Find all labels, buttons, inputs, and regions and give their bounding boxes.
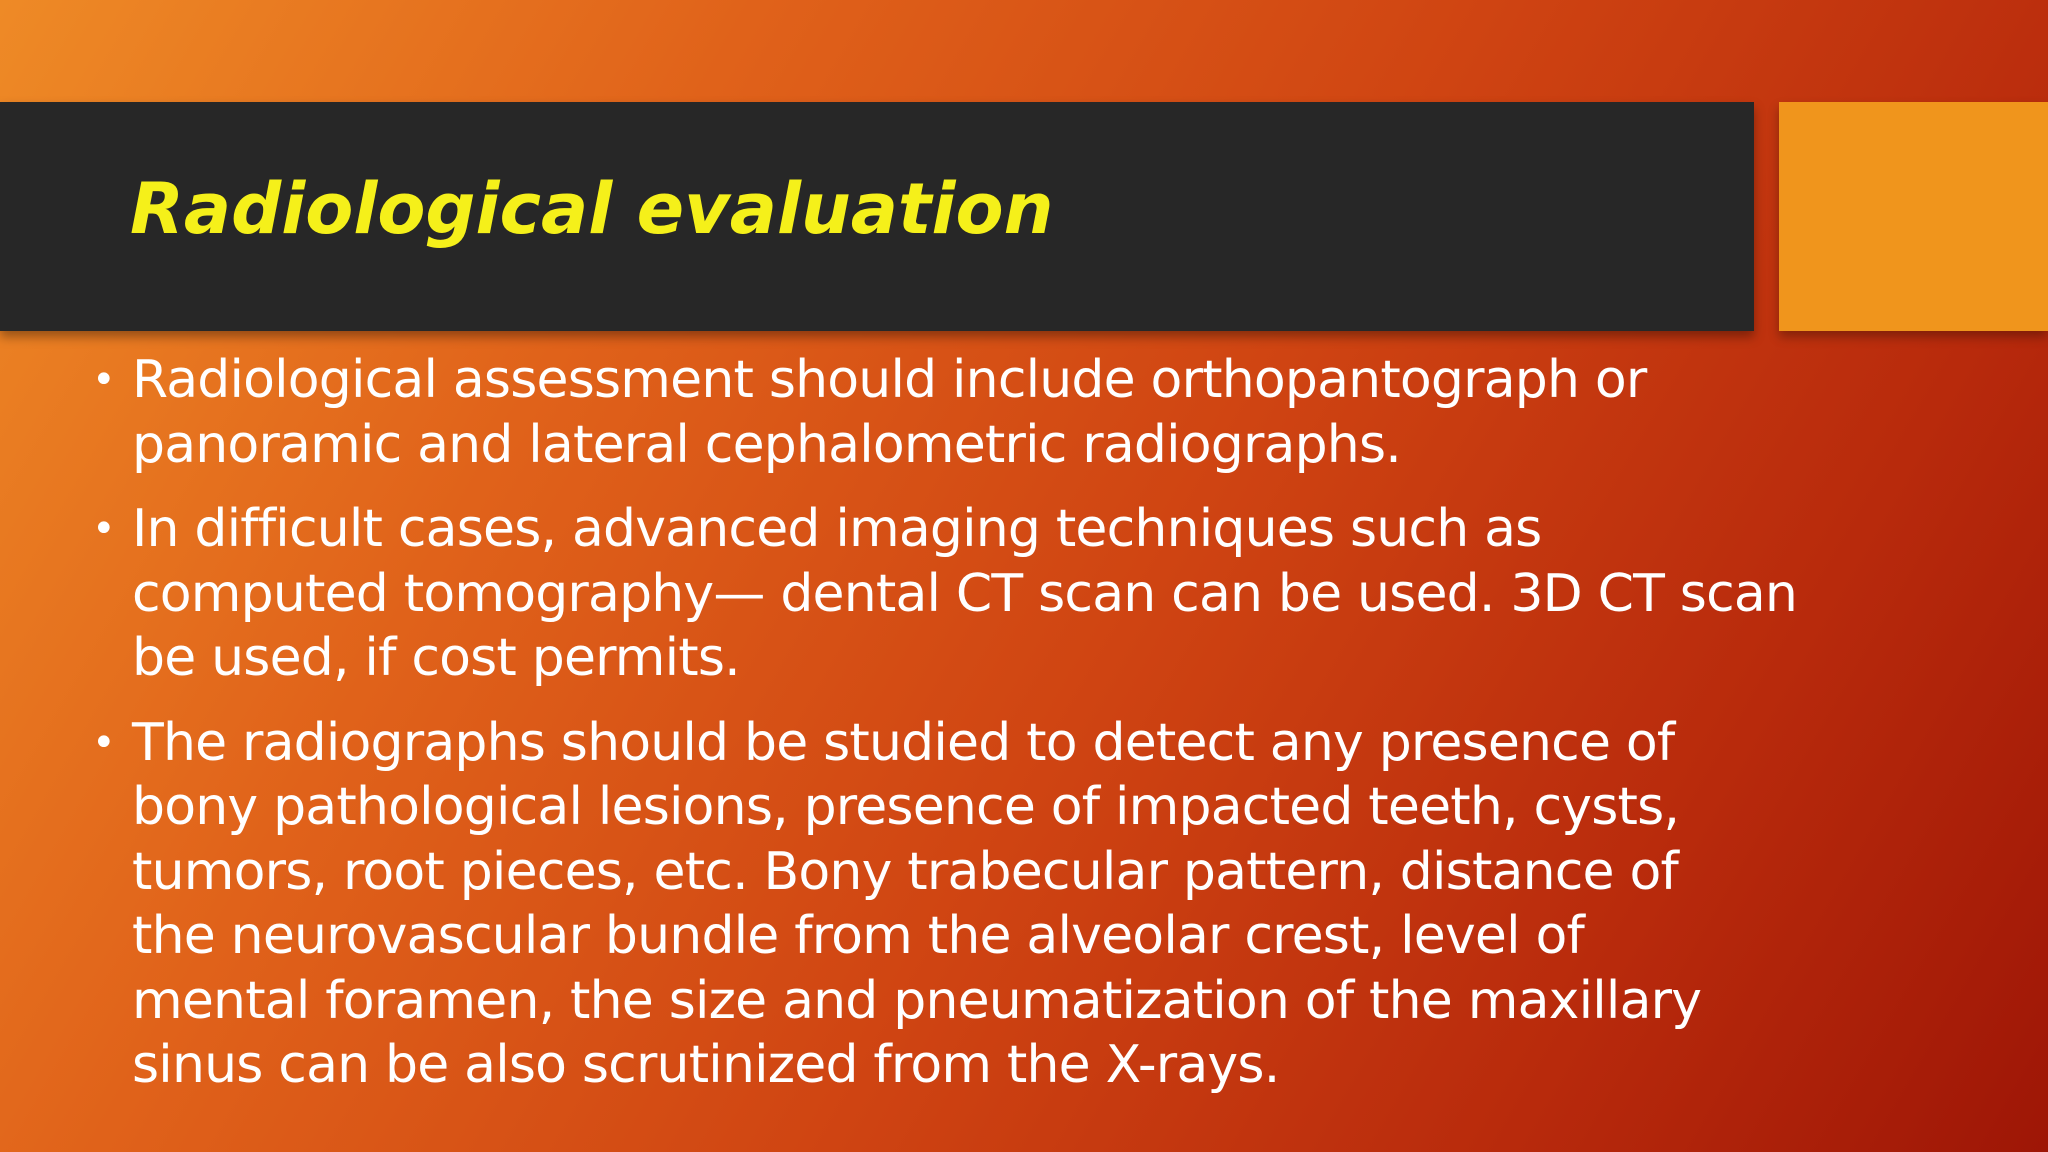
bullet-line: In difficult cases, advanced imaging techniques such as bbox=[132, 499, 1542, 559]
accent-square bbox=[1779, 102, 2048, 331]
bullet-dot-icon: • bbox=[92, 506, 115, 552]
bullet-item bbox=[92, 711, 1992, 1098]
bullet-list bbox=[92, 348, 1992, 1118]
bullet-line: Radiological assessment should include orthopantograph or bbox=[132, 350, 1647, 410]
bullet-line: the neurovascular bundle from the alveolar crest, level of bbox=[132, 906, 1585, 966]
bullet-dot-icon: • bbox=[92, 719, 115, 766]
bullet-line: panoramic and lateral cephalometric radiographs. bbox=[132, 414, 1401, 475]
bullet-line: The radiographs should be studied to detect any presence of bbox=[132, 712, 1675, 773]
bullet-item bbox=[92, 348, 1992, 477]
bullet-line: bony pathological lesions, presence of impacted teeth, cysts, bbox=[132, 777, 1680, 837]
bullet-line: mental foramen, the size and pneumatization of the maxillary bbox=[132, 970, 1702, 1031]
bullet-line: be used, if cost permits. bbox=[132, 628, 740, 688]
bullet-item bbox=[92, 497, 1992, 691]
bullet-line: tumors, root pieces, etc. Bony trabecular pattern, distance of bbox=[132, 841, 1678, 902]
title-bar bbox=[0, 102, 1754, 331]
bullet-line: sinus can be also scrutinized from the X-rays. bbox=[132, 1035, 1280, 1095]
bullet-line: computed tomography— dental CT scan can be used. 3D CT scan bbox=[132, 563, 1798, 624]
slide-title: Radiological evaluation bbox=[130, 168, 1054, 250]
bullet-dot-icon: • bbox=[92, 357, 115, 403]
